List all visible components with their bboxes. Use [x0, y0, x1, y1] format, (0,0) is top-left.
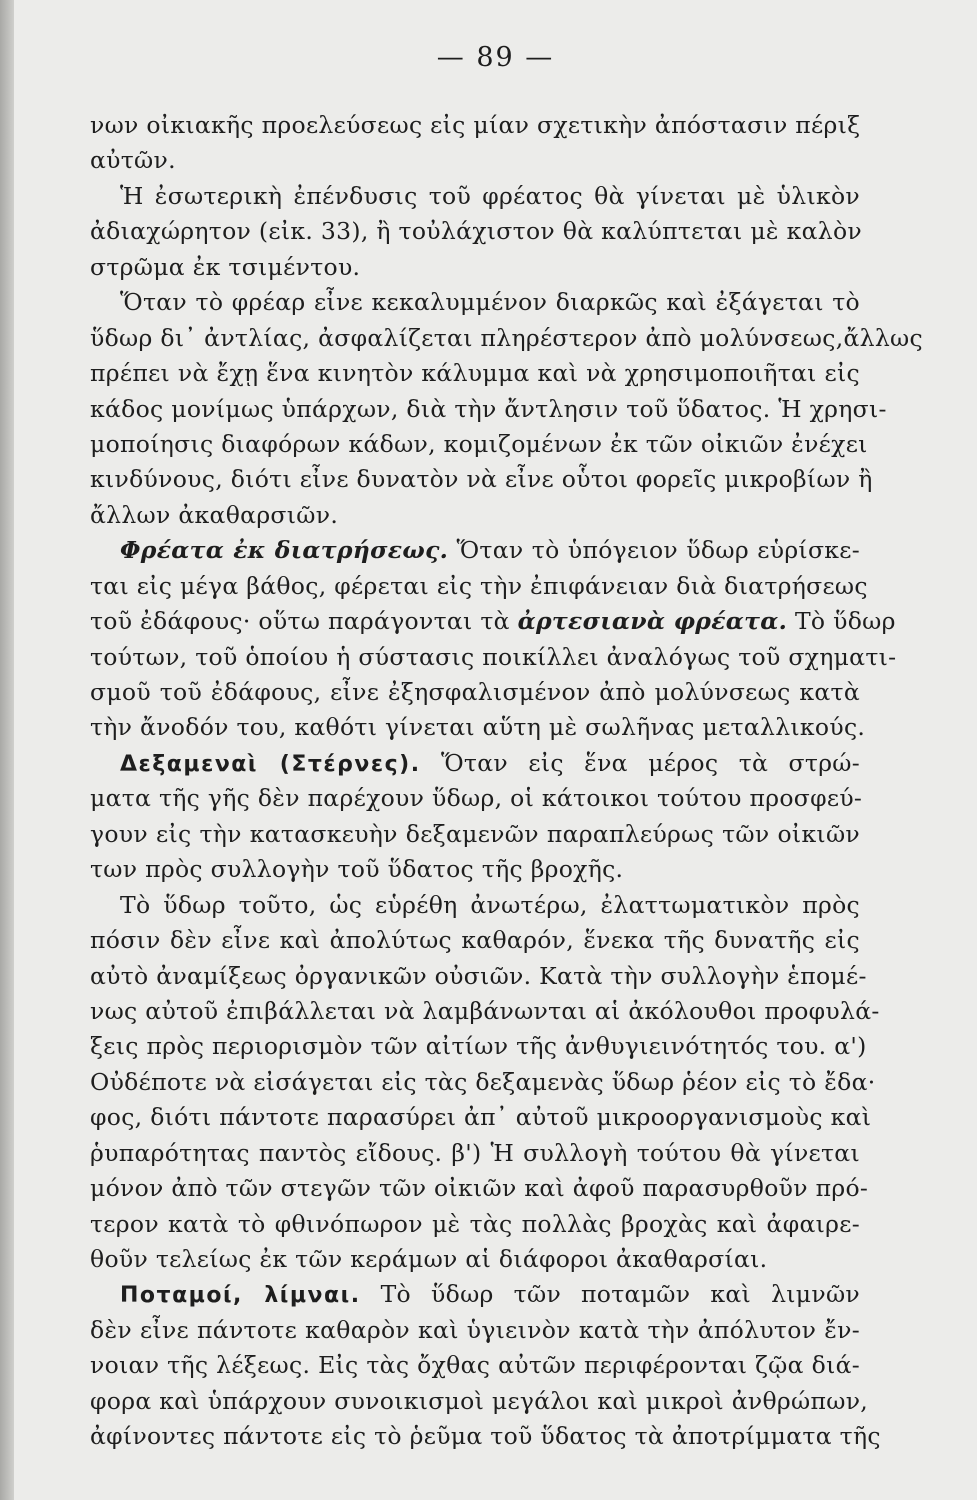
- text-line: ἄλλων ἀκαθαρσιῶν.: [90, 500, 339, 529]
- page-number: — 89 —: [436, 42, 555, 73]
- text-line: Ἡ ἐσωτερικὴ ἐπένδυσις τοῦ φρέατος θὰ γίνεται μὲ ὑλικὸν: [120, 181, 860, 210]
- text-line: Τὸ ὕδωρ τοῦτο, ὡς εὑρέθη ἀνωτέρω, ἐλαττωματικὸν πρὸς: [120, 890, 860, 919]
- text-line: πόσιν δὲν εἶνε καὶ ἀπολύτως καθαρόν, ἕνεκα τῆς δυνατῆς εἰς: [90, 926, 860, 955]
- text-line: νοιαν τῆς λέξεως. Εἰς τὰς ὄχθας αὐτῶν περιφέρονται ζῷα διά-: [90, 1351, 860, 1380]
- scan-left-edge: [0, 0, 14, 1500]
- text-line: τούτων, τοῦ ὁποίου ἡ σύστασις ποικίλλει ἀναλόγως τοῦ σχηματι-: [90, 642, 897, 671]
- text-line: σμοῦ τοῦ ἐδάφους, εἶνε ἐξησφαλισμένον ἀπὸ μολύνσεως κατὰ: [90, 678, 860, 706]
- text-run: Ὅταν τὸ ὑπόγειον ὕδωρ εὑρίσκε-: [448, 536, 860, 565]
- text-line: γουν εἰς τὴν κατασκευὴν δεξαμενῶν παραπλεύρως τῶν οἰκιῶν: [90, 819, 860, 848]
- text-line: νων οἰκιακῆς προελεύσεως εἰς μίαν σχετικὴν ἀπόστασιν πέριξ: [90, 111, 861, 139]
- text-line: κάδος μονίμως ὑπάρχων, διὰ τὴν ἄντλησιν τοῦ ὕδατος. Ἡ χρησι-: [90, 394, 887, 423]
- text-line: στρῶμα ἐκ τσιμέντου.: [90, 252, 361, 281]
- text-line: δὲν εἶνε πάντοτε καθαρὸν καὶ ὑγιεινὸν κατὰ τὴν ἀπόλυτον ἔν-: [90, 1315, 860, 1344]
- text-line: [90, 533, 860, 568]
- section-heading: Δεξαμεναὶ (Στέρνες).: [120, 751, 421, 777]
- text-run: Τὸ ὕδωρ: [787, 607, 896, 636]
- text-line: νως αὐτοῦ ἐπιβάλλεται νὰ λαμβάνωνται αἱ ἀκόλουθοι προφυλά-: [90, 996, 880, 1025]
- text-line: ῥυπαρότητας παντὸς εἴδους. β') Ἡ συλλογὴ τούτου θὰ γίνεται: [90, 1138, 860, 1167]
- text-line: θοῦν τελείως ἐκ τῶν κεράμων αἱ διάφοροι ἀκαθαρσίαι.: [90, 1245, 768, 1273]
- text-line: αὐτῶν.: [90, 146, 176, 175]
- text-line: ὕδωρ δι᾽ ἀντλίας, ἀσφαλίζεται πληρέστερον ἀπὸ μολύνσεως,ἄλλως: [90, 323, 923, 352]
- text-line: τὴν ἄνοδόν του, καθότι γίνεται αὕτη μὲ σωλῆνας μεταλλικούς.: [90, 713, 866, 742]
- text-line: [90, 1277, 860, 1312]
- text-line: φορα καὶ ὑπάρχουν συνοικισμοὶ μεγάλοι καὶ μικροὶ ἀνθρώπων,: [90, 1386, 869, 1415]
- text-line: των πρὸς συλλογὴν τοῦ ὕδατος τῆς βροχῆς.: [90, 855, 624, 884]
- text-line: Οὐδέποτε νὰ εἰσάγεται εἰς τὰς δεξαμενὰς ὕδωρ ῥέον εἰς τὸ ἔδα·: [90, 1067, 876, 1096]
- page-body: [90, 108, 923, 1455]
- text-line: κινδύνους, διότι εἶνε δυνατὸν νὰ εἶνε οὗτοι φορεῖς μικροβίων ἢ: [90, 465, 873, 494]
- text-line: ἀφίνοντες πάντοτε εἰς τὸ ῥεῦμα τοῦ ὕδατος τὰ ἀποτρίμματα τῆς: [90, 1422, 881, 1451]
- text-run: τοῦ ἐδάφους· οὕτω παράγονται τὰ: [90, 607, 518, 636]
- text-line: πρέπει νὰ ἔχῃ ἕνα κινητὸν κάλυμμα καὶ νὰ χρησιμοποιῆται εἰς: [90, 359, 860, 388]
- text-line: Ὅταν τὸ φρέαρ εἶνε κεκαλυμμένον διαρκῶς καὶ ἐξάγεται τὸ: [120, 288, 860, 317]
- text-line: [90, 746, 860, 781]
- text-line: αὐτὸ ἀναμίξεως ὀργανικῶν οὐσιῶν. Κατὰ τὴν συλλογὴν ἑπομέ-: [90, 961, 867, 990]
- text-line: ται εἰς μέγα βάθος, φέρεται εἰς τὴν ἐπιφάνειαν διὰ διατρήσεως: [90, 571, 868, 600]
- book-page: [14, 0, 977, 1500]
- section-heading: Ποταμοί, λίμναι.: [120, 1283, 361, 1309]
- text-line: μόνον ἀπὸ τῶν στεγῶν τῶν οἰκιῶν καὶ ἀφοῦ παρασυρθοῦν πρό-: [90, 1174, 869, 1203]
- text-line: [90, 604, 896, 639]
- text-line: ξεις πρὸς περιορισμὸν τῶν αἰτίων τῆς ἀνθυγιεινότητός του. α'): [90, 1032, 867, 1061]
- text-line: ματα τῆς γῆς δὲν παρέχουν ὕδωρ, οἱ κάτοικοι τούτου προσφεύ-: [90, 784, 863, 813]
- text-run: Ὅταν εἰς ἕνα μέρος τὰ στρώ-: [420, 748, 861, 777]
- text-line: φος, διότι πάντοτε παρασύρει ἀπ᾽ αὐτοῦ μικροοργανισμοὺς καὶ: [90, 1103, 872, 1132]
- text-line: τερον κατὰ τὸ φθινόπωρον μὲ τὰς πολλὰς βροχὰς καὶ ἀφαιρε-: [90, 1209, 860, 1238]
- text-run: Τὸ ὕδωρ τῶν ποταμῶν καὶ λιμνῶν: [360, 1280, 860, 1309]
- emphasized-term: ἀρτεσιανὰ φρέατα.: [517, 607, 788, 636]
- text-line: ἀδιαχώρητον (εἰκ. 33), ἢ τοὐλάχιστον θὰ καλύπτεται μὲ καλὸν: [90, 217, 862, 246]
- section-heading: Φρέατα ἐκ διατρήσεως.: [120, 536, 449, 565]
- text-line: μοποίησις διαφόρων κάδων, κομιζομένων ἐκ τῶν οἰκιῶν ἐνέχει: [90, 429, 868, 458]
